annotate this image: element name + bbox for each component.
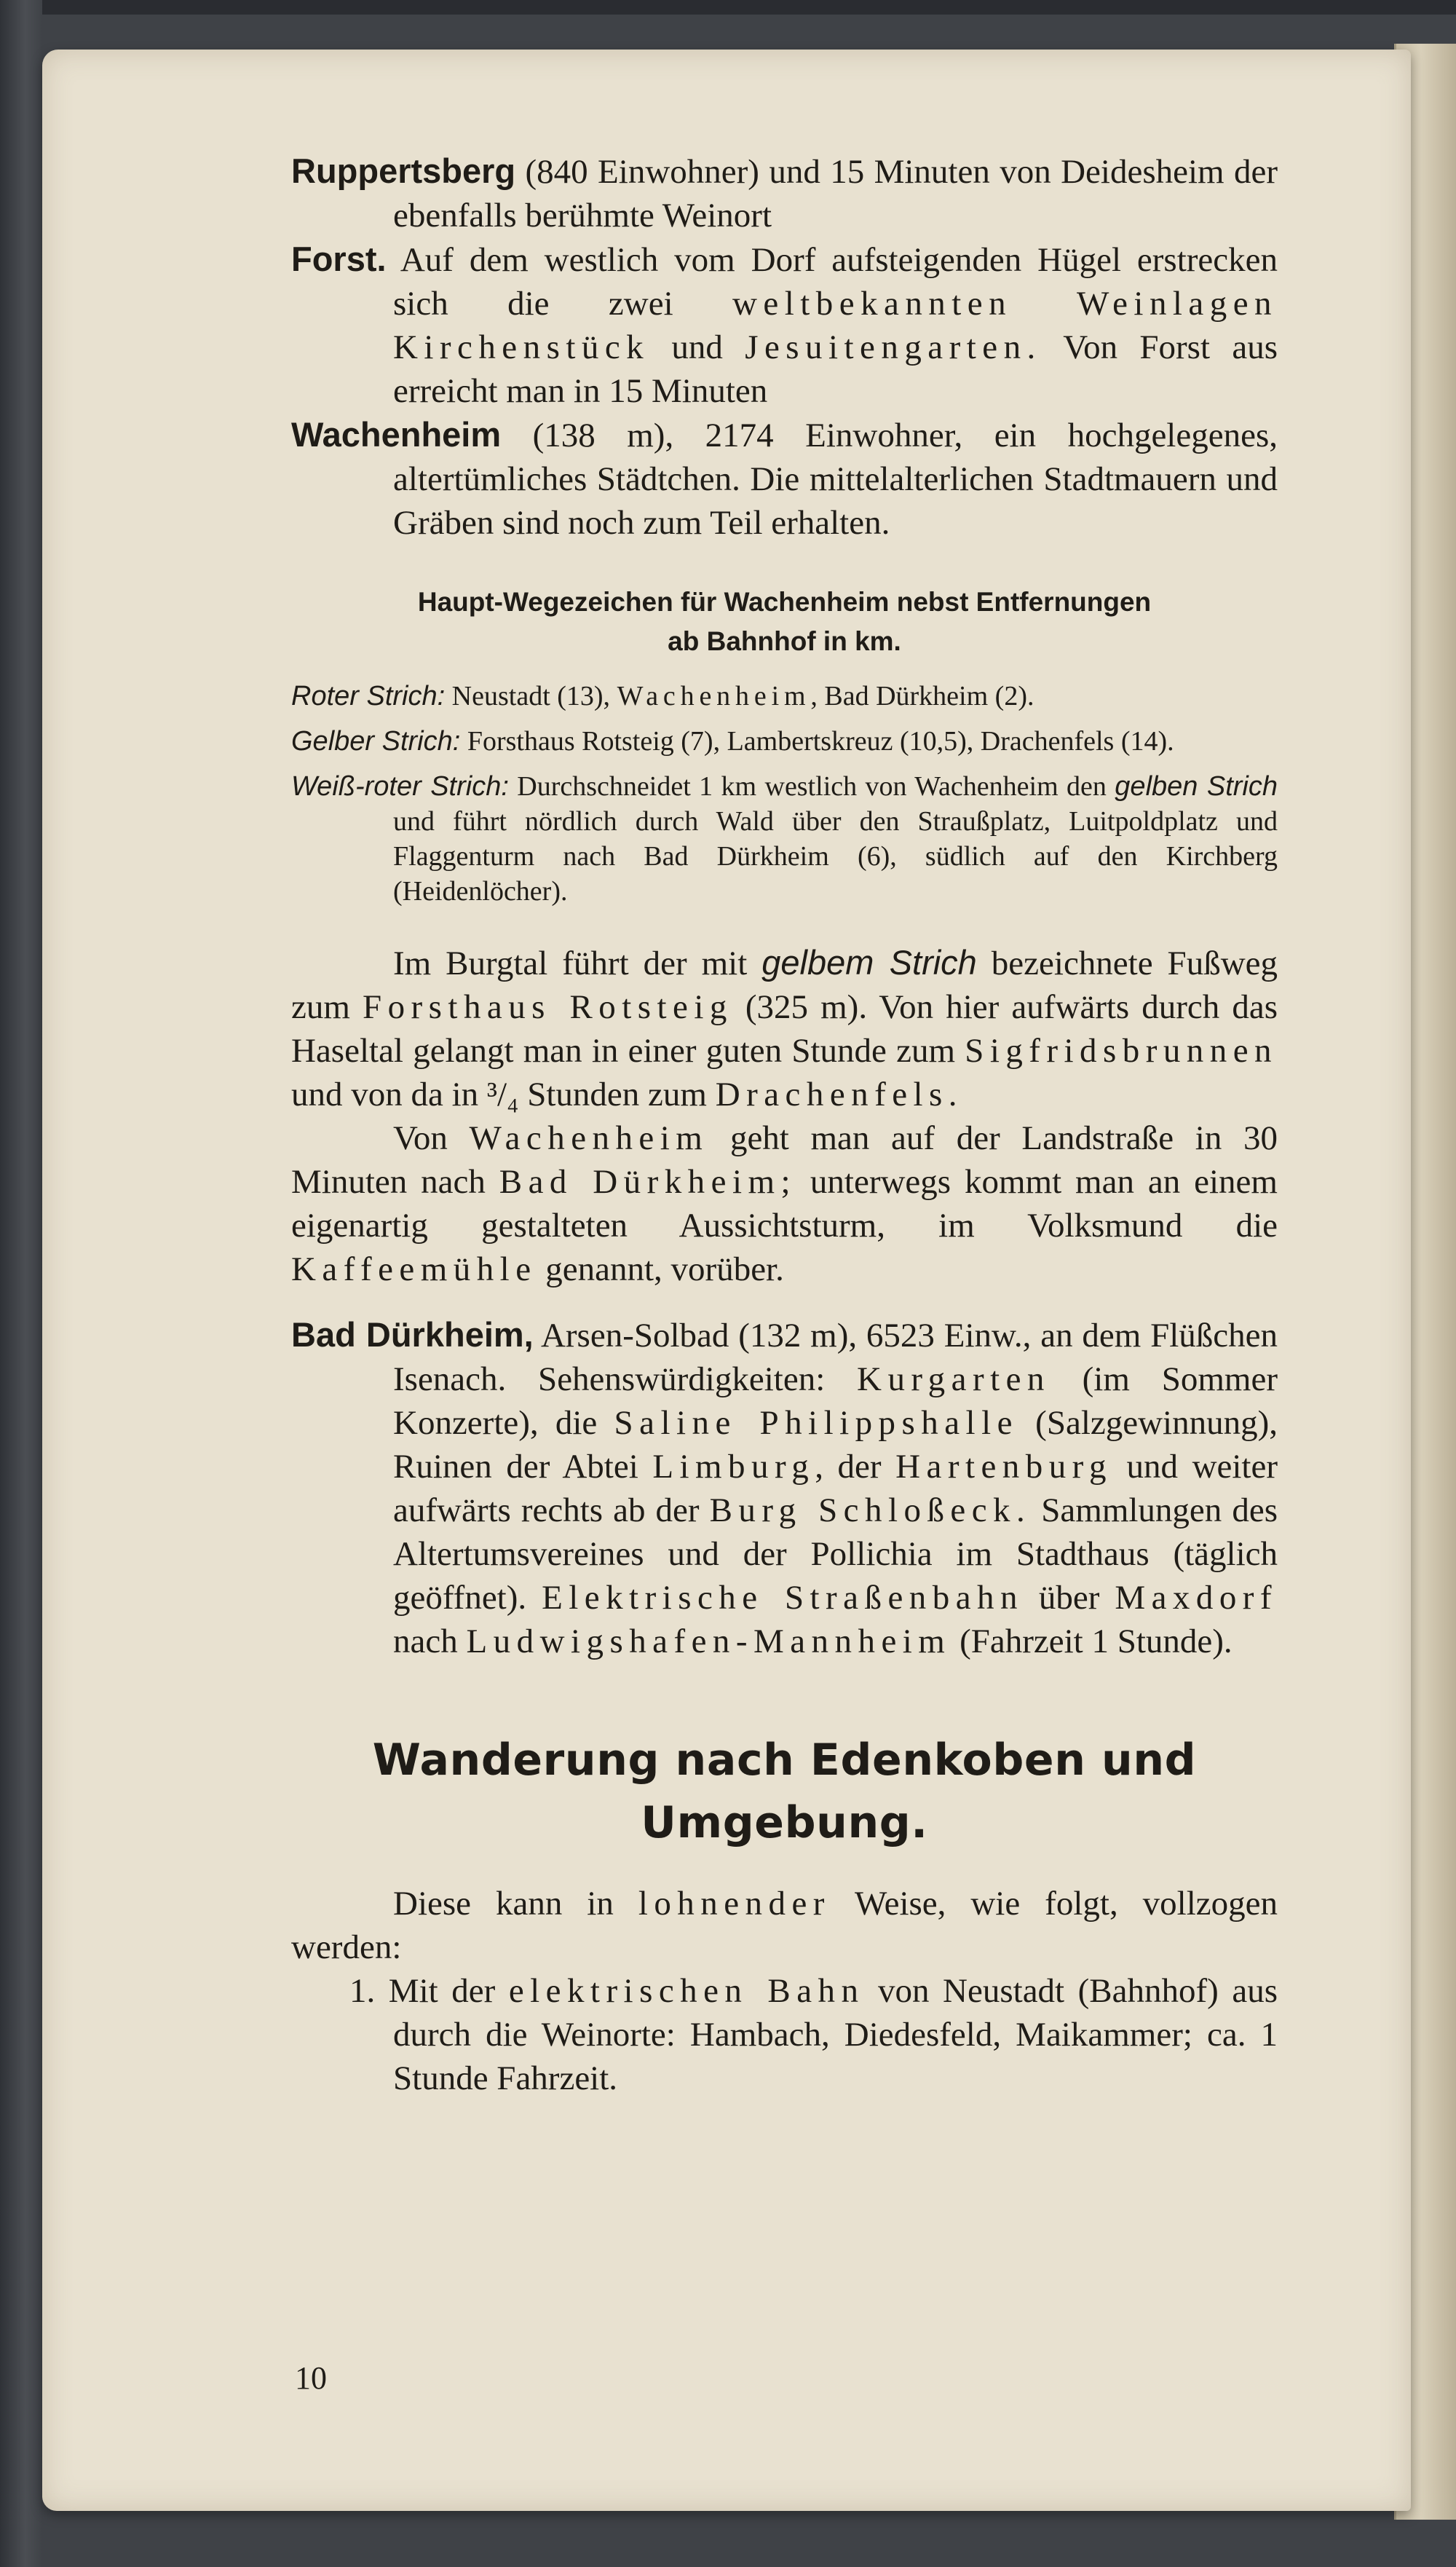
burgtal-drachenfels: Drachenfels. <box>715 1076 964 1113</box>
intro-t2: Weise, wie folgt, vollzogen werden: <box>291 1885 1278 1966</box>
route-roter-strich <box>291 679 1278 714</box>
burgtal-forsthaus: Forsthaus Rotsteig <box>363 988 733 1026</box>
bd-maxdorf: Maxdorf <box>1115 1579 1278 1617</box>
route-label: Roter Strich: <box>291 681 446 711</box>
bd-t5: und weiter aufwärts rechts ab der <box>393 1448 1278 1529</box>
section-title-line2: Umgebung. <box>641 1797 928 1848</box>
forst-text-b: und <box>649 328 745 366</box>
bd-kurgarten: Kurgarten <box>857 1360 1051 1398</box>
bd-schlosseck: Burg Schloßeck. <box>709 1491 1032 1529</box>
bd-t8: nach <box>393 1622 467 1660</box>
scan-top-bar <box>0 0 1456 15</box>
intro-t1: Diese kann in <box>393 1885 638 1923</box>
paragraph-intro <box>291 1882 1278 1969</box>
bd-t6: Sammlungen des Altertumsvereines und der Pollichia im Stadthaus (täglich geöffnet). <box>393 1491 1278 1617</box>
vw-t1: Von <box>393 1119 470 1157</box>
forst-text-c: Von Forst aus erreicht man in 15 Minuten <box>393 328 1278 410</box>
route-spaced: Wachenheim <box>617 681 811 711</box>
bd-ludwigshafen: Ludwigshafen-Mannheim <box>466 1622 951 1660</box>
place-name-wachenheim: Wachenheim <box>291 415 502 454</box>
paragraph-ruppertsberg <box>291 149 1278 237</box>
burgtal-t5: Stunden zum <box>518 1076 716 1113</box>
burgtal-t1: Im Burgtal führt der mit <box>393 945 762 982</box>
bd-limburg: Limburg <box>652 1448 815 1486</box>
bd-t1: Arsen-Solbad (132 m), 6523 Einw., an dem Flüßchen Isenach. Sehenswürdigkeiten: <box>393 1317 1278 1398</box>
route-gelber-strich <box>291 724 1278 759</box>
vw-t4: genannt, vorüber. <box>537 1250 784 1288</box>
bd-t3: (Salzgewinnung), Ruinen der Abtei <box>393 1404 1278 1486</box>
paragraph-forst <box>291 237 1278 413</box>
route-text-b: , Bad Dürkheim (2). <box>810 681 1034 711</box>
vw-t3: unterwegs kommt man an einem eigenartig gestalteten Aussichtsturm, im Volksmund die <box>291 1163 1278 1245</box>
item1-t1: Mit der <box>375 1972 509 2010</box>
paragraph-burgtal <box>291 941 1278 1116</box>
section-title <box>291 1729 1278 1854</box>
section-title-line1: Wanderung nach Edenkoben und <box>372 1735 1197 1786</box>
burgtal-t2: bezeichnete Fußweg zum <box>291 945 1278 1026</box>
list-item-number: 1. <box>349 1972 376 2010</box>
burgtal-t4: und von da in <box>291 1076 487 1113</box>
wachenheim-text: (138 m), 2174 Einwohner, ein hochgelegenes, altertümliches Städtchen. Die mittelalterlichen Stadtmauern und Gräben sind noch zum Teil erhalten. <box>393 417 1278 542</box>
vw-kaffeemuehle: Kaffeemühle <box>291 1250 537 1288</box>
bd-t9: (Fahrzeit 1 Stunde). <box>951 1622 1233 1660</box>
item1-bahn: elektrischen Bahn <box>508 1972 865 2010</box>
forst-spaced-b: Jesuitengarten. <box>745 328 1042 366</box>
page-number: 10 <box>295 2360 327 2396</box>
bd-saline: Saline Philippshalle <box>614 1404 1018 1442</box>
bd-t7: über <box>1023 1579 1115 1617</box>
place-name-forst: Forst. <box>291 240 387 278</box>
burgtal-italic: gelbem Strich <box>761 943 977 982</box>
intro-lohnender: lohnender <box>638 1885 831 1923</box>
route-text-a: Neustadt (13), <box>445 681 617 711</box>
vw-wachenheim: Wachenheim <box>469 1119 709 1157</box>
route-italic: gelben Strich <box>1115 771 1278 802</box>
place-name-bad-duerkheim: Bad Dürkheim, <box>291 1315 534 1354</box>
forst-text-a: Auf dem westlich vom Dorf aufsteigenden Hügel erstrecken sich die zwei <box>386 241 1278 323</box>
wegezeichen-heading-line1: Haupt-Wegezeichen für Wachenheim nebst Entfernungen <box>417 587 1152 617</box>
forst-spaced-a: weltbekannten Weinlagen Kirchenstück <box>393 285 1278 366</box>
route-text-a: Forsthaus Rotsteig (7), Lambertskreuz (10,5), Drachenfels (14). <box>460 726 1174 757</box>
place-name-ruppertsberg: Ruppertsberg <box>291 151 516 190</box>
burgtal-sigfridsbrunnen: Sigfridsbrunnen <box>965 1032 1278 1070</box>
route-weiss-roter-strich <box>291 769 1278 909</box>
route-text-b: und führt nördlich durch Wald über den Straußplatz, Luitpoldplatz und Flaggenturm nach Bad Dürkheim (6), südlich auf den Kirchberg (Heidenlöcher). <box>393 806 1278 907</box>
bd-t2: (im Sommer Konzerte), die <box>393 1360 1278 1442</box>
paragraph-wachenheim <box>291 413 1278 545</box>
wegezeichen-heading-line2: ab Bahnhof in km. <box>668 626 901 656</box>
burgtal-fraction: ³/₄ <box>486 1076 519 1113</box>
vw-bad-duerkheim: Bad Dürkheim; <box>499 1163 797 1201</box>
route-label: Weiß-roter Strich: <box>291 771 509 802</box>
bd-strassenbahn: Elektrische Straßenbahn <box>542 1579 1024 1617</box>
wegezeichen-heading <box>291 583 1278 661</box>
ruppertsberg-text: (840 Einwohner) und 15 Minuten von Deidesheim der ebenfalls berühmte Weinort <box>393 153 1278 234</box>
burgtal-t3: (325 m). Von hier aufwärts durch das Haseltal gelangt man in einer guten Stunde zum <box>291 988 1278 1070</box>
route-text-a: Durchschneidet 1 km westlich von Wachenheim den <box>508 771 1115 802</box>
paragraph-bad-duerkheim <box>291 1313 1278 1663</box>
scan-left-edge <box>0 0 42 2567</box>
page-content <box>291 149 1278 2100</box>
bd-t4: , der <box>815 1448 896 1486</box>
item1-t2: von Neustadt (Bahnhof) aus durch die Weinorte: Hambach, Diedesfeld, Maikammer; ca. 1 Stunde Fahrzeit. <box>393 1972 1278 2097</box>
route-label: Gelber Strich: <box>291 726 461 757</box>
paragraph-von-wachenheim <box>291 1116 1278 1291</box>
vw-t2: geht man auf der Landstraße in 30 Minuten nach <box>291 1119 1278 1201</box>
bd-hartenburg: Hartenburg <box>895 1448 1112 1486</box>
list-item-1 <box>291 1969 1278 2100</box>
